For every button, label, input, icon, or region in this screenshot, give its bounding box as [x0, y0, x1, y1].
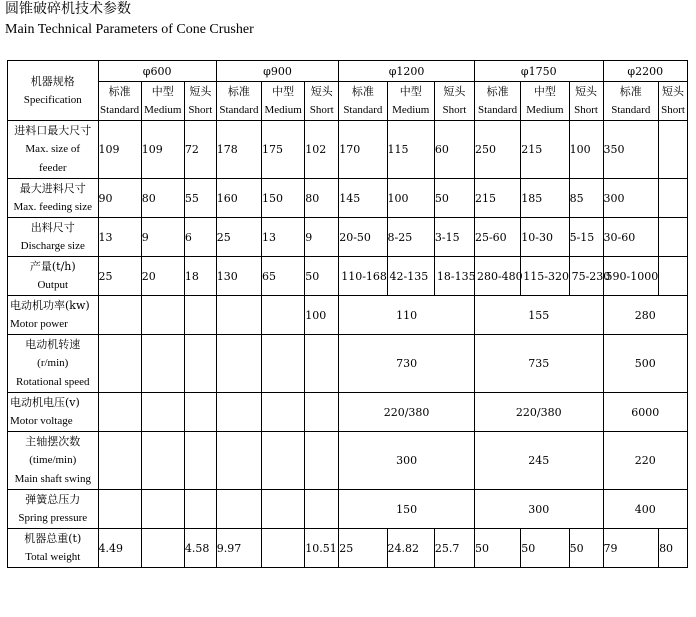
- group-phi900: φ900: [216, 61, 338, 82]
- table-cell: 65: [262, 257, 305, 296]
- row-shaft-swing: [8, 432, 688, 490]
- title-english: Main Technical Parameters of Cone Crusher: [5, 22, 254, 37]
- table-cell: 42-135: [387, 257, 434, 296]
- table-cell: 100: [569, 121, 603, 179]
- empty-cell: [216, 335, 261, 393]
- table-cell: 170: [339, 121, 387, 179]
- table-cell: 18-135: [434, 257, 474, 296]
- table-cell: 10-30: [521, 218, 569, 257]
- table-cell: 10.51: [305, 529, 339, 568]
- table-cell: 50: [305, 257, 339, 296]
- table-cell: 220/380: [474, 393, 603, 432]
- type-standard: 标准 Standard: [474, 82, 520, 121]
- table-cell: 130: [216, 257, 261, 296]
- table-cell: 350: [603, 121, 659, 179]
- table-cell: 25.7: [434, 529, 474, 568]
- table-cell: 25: [216, 218, 261, 257]
- empty-cell: [98, 296, 141, 335]
- table-cell: 25: [98, 257, 141, 296]
- table-cell: 215: [521, 121, 569, 179]
- table-cell: 220/380: [339, 393, 475, 432]
- row-label: 电动机功率(kw) Motor power: [8, 296, 99, 335]
- table-cell: 735: [474, 335, 603, 393]
- table-cell: 80: [141, 179, 184, 218]
- empty-cell: [184, 296, 216, 335]
- empty-cell: [141, 393, 184, 432]
- table-cell: 79: [603, 529, 659, 568]
- row-motor-power: [8, 296, 688, 335]
- table-cell: 155: [474, 296, 603, 335]
- type-medium: 中型 Medium: [262, 82, 305, 121]
- type-short: 短头 Short: [434, 82, 474, 121]
- type-standard: 标准 Standard: [98, 82, 141, 121]
- empty-cell: [141, 296, 184, 335]
- table-cell: 80: [305, 179, 339, 218]
- table-cell: 220: [603, 432, 687, 490]
- type-short: 短头 Short: [569, 82, 603, 121]
- table-cell: 20: [141, 257, 184, 296]
- empty-cell: [262, 529, 305, 568]
- row-motor-voltage: [8, 393, 688, 432]
- group-phi2200: φ2200: [603, 61, 687, 82]
- table-cell: 80: [659, 529, 688, 568]
- group-phi600: φ600: [98, 61, 216, 82]
- empty-cell: [141, 432, 184, 490]
- table-cell: 85: [569, 179, 603, 218]
- type-standard: 标准 Standard: [216, 82, 261, 121]
- table-cell: 13: [262, 218, 305, 257]
- spec-header-cell: 机器规格 Specification: [8, 61, 99, 121]
- table-cell: 8-25: [387, 218, 434, 257]
- empty-cell: [659, 257, 688, 296]
- empty-cell: [98, 335, 141, 393]
- empty-cell: [184, 335, 216, 393]
- row-total-weight: [8, 529, 688, 568]
- table-cell: 245: [474, 432, 603, 490]
- empty-cell: [216, 490, 261, 529]
- table-cell: 730: [339, 335, 475, 393]
- group-phi1200: φ1200: [339, 61, 475, 82]
- table-cell: 100: [305, 296, 339, 335]
- type-short: 短头 Short: [305, 82, 339, 121]
- table-cell: 590-1000: [603, 257, 659, 296]
- empty-cell: [184, 393, 216, 432]
- table-cell: 20-50: [339, 218, 387, 257]
- table-cell: 250: [474, 121, 520, 179]
- table-cell: 280: [603, 296, 687, 335]
- parameters-table: [7, 60, 688, 568]
- table-cell: 5-15: [569, 218, 603, 257]
- table-cell: 300: [603, 179, 659, 218]
- type-standard: 标准 Standard: [603, 82, 659, 121]
- empty-cell: [659, 179, 688, 218]
- table-cell: 500: [603, 335, 687, 393]
- table-cell: 25: [339, 529, 387, 568]
- table-cell: 300: [474, 490, 603, 529]
- table-cell: 30-60: [603, 218, 659, 257]
- table-cell: 175: [262, 121, 305, 179]
- table-cell: 109: [141, 121, 184, 179]
- table-cell: 24.82: [387, 529, 434, 568]
- table-cell: 178: [216, 121, 261, 179]
- empty-cell: [305, 393, 339, 432]
- table-cell: 6000: [603, 393, 687, 432]
- header-row-groups: [8, 61, 688, 82]
- table-cell: 50: [521, 529, 569, 568]
- table-cell: 115: [387, 121, 434, 179]
- table-cell: 50: [474, 529, 520, 568]
- table-cell: 4.49: [98, 529, 141, 568]
- table-cell: 90: [98, 179, 141, 218]
- empty-cell: [141, 529, 184, 568]
- table-cell: 60: [434, 121, 474, 179]
- table-cell: 150: [339, 490, 475, 529]
- type-medium: 中型 Medium: [141, 82, 184, 121]
- empty-cell: [262, 335, 305, 393]
- table-cell: 300: [339, 432, 475, 490]
- table-cell: 110-168: [339, 257, 387, 296]
- table-cell: 25-60: [474, 218, 520, 257]
- row-label: 出料尺寸 Discharge size: [8, 218, 99, 257]
- row-feed-opening: [8, 121, 688, 179]
- row-max-feed: [8, 179, 688, 218]
- empty-cell: [141, 335, 184, 393]
- empty-cell: [659, 121, 688, 179]
- empty-cell: [216, 393, 261, 432]
- group-phi1750: φ1750: [474, 61, 603, 82]
- row-label: 最大进料尺寸 Max. feeding size: [8, 179, 99, 218]
- table-cell: 150: [262, 179, 305, 218]
- row-label: 机器总重(t) Total weight: [8, 529, 99, 568]
- row-label: 主轴摆次数 (time/min) Main shaft swing: [8, 432, 99, 490]
- table-cell: 50: [569, 529, 603, 568]
- row-label: 产量(t/h) Output: [8, 257, 99, 296]
- table-cell: 13: [98, 218, 141, 257]
- empty-cell: [305, 490, 339, 529]
- title-chinese: 圆锥破碎机技术参数: [5, 1, 131, 17]
- row-discharge: [8, 218, 688, 257]
- table-cell: 400: [603, 490, 687, 529]
- empty-cell: [262, 393, 305, 432]
- table-cell: 215: [474, 179, 520, 218]
- row-label: 电动机电压(v) Motor voltage: [8, 393, 99, 432]
- row-label: 进料口最大尺寸 Max. size of feeder: [8, 121, 99, 179]
- empty-cell: [659, 218, 688, 257]
- row-output: [8, 257, 688, 296]
- empty-cell: [98, 490, 141, 529]
- table-cell: 110: [339, 296, 475, 335]
- table-cell: 102: [305, 121, 339, 179]
- table-cell: 50: [434, 179, 474, 218]
- table-cell: 72: [184, 121, 216, 179]
- table-cell: 55: [184, 179, 216, 218]
- empty-cell: [305, 335, 339, 393]
- table-cell: 109: [98, 121, 141, 179]
- empty-cell: [262, 432, 305, 490]
- table-cell: 75-230: [569, 257, 603, 296]
- table-cell: 160: [216, 179, 261, 218]
- type-medium: 中型 Medium: [521, 82, 569, 121]
- header-row-types: [8, 82, 688, 121]
- empty-cell: [216, 432, 261, 490]
- table-cell: 115-320: [521, 257, 569, 296]
- empty-cell: [184, 432, 216, 490]
- table-cell: 9: [141, 218, 184, 257]
- table-cell: 145: [339, 179, 387, 218]
- table-cell: 100: [387, 179, 434, 218]
- table-cell: 9.97: [216, 529, 261, 568]
- type-medium: 中型 Medium: [387, 82, 434, 121]
- type-short: 短头 Short: [659, 82, 688, 121]
- empty-cell: [216, 296, 261, 335]
- type-short: 短头 Short: [184, 82, 216, 121]
- empty-cell: [141, 490, 184, 529]
- empty-cell: [262, 296, 305, 335]
- empty-cell: [184, 490, 216, 529]
- row-label: 弹簧总压力 Spring pressure: [8, 490, 99, 529]
- table-cell: 280-480: [474, 257, 520, 296]
- table-cell: 3-15: [434, 218, 474, 257]
- table-cell: 4.58: [184, 529, 216, 568]
- empty-cell: [305, 432, 339, 490]
- empty-cell: [98, 432, 141, 490]
- empty-cell: [262, 490, 305, 529]
- table-cell: 18: [184, 257, 216, 296]
- row-label: 电动机转速 (r/min) Rotational speed: [8, 335, 99, 393]
- empty-cell: [98, 393, 141, 432]
- table-cell: 185: [521, 179, 569, 218]
- row-rotational-speed: [8, 335, 688, 393]
- table-cell: 6: [184, 218, 216, 257]
- row-spring-pressure: [8, 490, 688, 529]
- table-cell: 9: [305, 218, 339, 257]
- type-standard: 标准 Standard: [339, 82, 387, 121]
